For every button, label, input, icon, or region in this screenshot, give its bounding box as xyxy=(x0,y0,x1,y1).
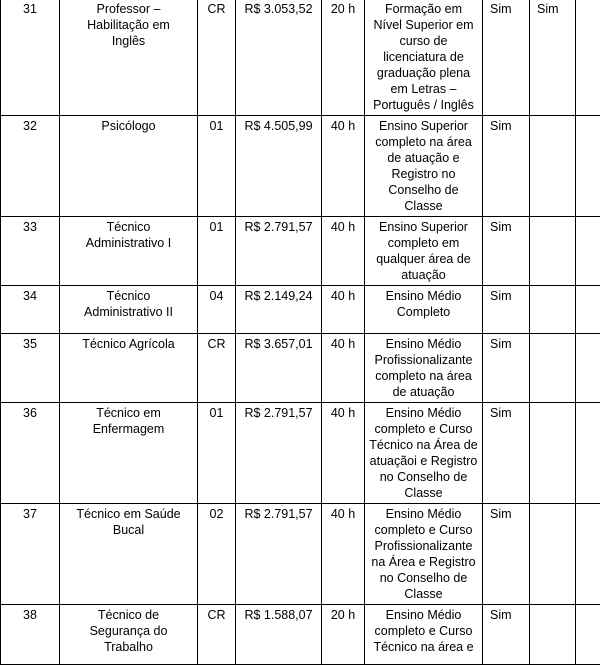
requirements-cell-line: qualquer área de xyxy=(368,251,479,267)
workload-cell: 40 h xyxy=(322,286,365,334)
vacancies-cell: CR xyxy=(198,334,236,403)
requirements-cell-line: Conselho de xyxy=(368,182,479,198)
table-row xyxy=(1,605,600,665)
position-cell-line: Técnico em Saúde xyxy=(63,506,194,522)
salary-cell: R$ 2.791,57 xyxy=(236,504,322,605)
vacancies-cell: 02 xyxy=(198,504,236,605)
salary-cell: R$ 2.791,57 xyxy=(236,403,322,504)
requirements-cell-line: Profissionalizante xyxy=(368,352,479,368)
position-cell xyxy=(60,334,198,403)
requirements-cell-line: Formação em xyxy=(368,1,479,17)
column-9-cell xyxy=(576,403,600,504)
requirements-cell-line: Técnico na Área de xyxy=(368,437,479,453)
salary-cell: R$ 2.149,24 xyxy=(236,286,322,334)
column-9-cell xyxy=(576,605,600,665)
requirements-cell-line: na Área e Registro xyxy=(368,554,479,570)
row-number-cell: 35 xyxy=(1,334,60,403)
column-7-cell: Sim xyxy=(483,286,530,334)
vacancies-cell: 01 xyxy=(198,116,236,217)
position-cell xyxy=(60,217,198,286)
requirements-cell xyxy=(365,0,483,116)
row-number-cell: 34 xyxy=(1,286,60,334)
salary-cell: R$ 3.053,52 xyxy=(236,0,322,116)
requirements-cell-line: Ensino Médio xyxy=(368,336,479,352)
requirements-cell-line: de atuação xyxy=(368,384,479,400)
column-9-cell xyxy=(576,0,600,116)
requirements-cell-line: completo em xyxy=(368,235,479,251)
row-number-cell: 36 xyxy=(1,403,60,504)
table-row xyxy=(1,217,600,286)
position-cell-line: Administrativo II xyxy=(63,304,194,320)
position-cell-line: Técnico em xyxy=(63,405,194,421)
requirements-cell-line: em Letras – xyxy=(368,81,479,97)
requirements-cell xyxy=(365,116,483,217)
column-8-cell xyxy=(530,403,576,504)
column-9-cell xyxy=(576,217,600,286)
salary-cell: R$ 1.588,07 xyxy=(236,605,322,665)
column-7-cell: Sim xyxy=(483,403,530,504)
column-7-cell: Sim xyxy=(483,334,530,403)
requirements-cell-line: graduação plena xyxy=(368,65,479,81)
column-7-cell: Sim xyxy=(483,504,530,605)
position-cell xyxy=(60,286,198,334)
salary-cell: R$ 4.505,99 xyxy=(236,116,322,217)
requirements-cell-line: Ensino Médio xyxy=(368,607,479,623)
requirements-cell-line: Português / Inglês xyxy=(368,97,479,113)
vacancies-cell: 04 xyxy=(198,286,236,334)
table-row xyxy=(1,0,600,116)
position-cell-line: Técnico Agrícola xyxy=(63,336,194,352)
column-8-cell xyxy=(530,286,576,334)
position-cell-line: Bucal xyxy=(63,522,194,538)
position-cell xyxy=(60,605,198,665)
table-row xyxy=(1,116,600,217)
requirements-cell-line: Classe xyxy=(368,586,479,602)
table-row xyxy=(1,286,600,334)
column-7-cell: Sim xyxy=(483,605,530,665)
position-cell xyxy=(60,116,198,217)
requirements-cell-line: atuação xyxy=(368,267,479,283)
requirements-cell-line: atuaçãoi e Registro xyxy=(368,453,479,469)
vacancies-cell: 01 xyxy=(198,403,236,504)
position-cell-line: Professor – xyxy=(63,1,194,17)
column-8-cell xyxy=(530,217,576,286)
requirements-cell xyxy=(365,403,483,504)
vacancies-cell: CR xyxy=(198,0,236,116)
requirements-cell-line: Classe xyxy=(368,198,479,214)
requirements-cell-line: de atuação e xyxy=(368,150,479,166)
position-cell-line: Segurança do xyxy=(63,623,194,639)
workload-cell: 20 h xyxy=(322,0,365,116)
requirements-cell-line: Ensino Médio xyxy=(368,506,479,522)
position-cell-line: Inglês xyxy=(63,33,194,49)
row-number-cell: 38 xyxy=(1,605,60,665)
requirements-cell-line: Ensino Médio xyxy=(368,405,479,421)
position-cell-line: Trabalho xyxy=(63,639,194,655)
position-cell xyxy=(60,403,198,504)
workload-cell: 40 h xyxy=(322,116,365,217)
workload-cell: 40 h xyxy=(322,217,365,286)
requirements-cell-line: Técnico na área e xyxy=(368,639,479,655)
requirements-cell-line: Classe xyxy=(368,485,479,501)
requirements-cell-line: Nível Superior em xyxy=(368,17,479,33)
column-8-cell xyxy=(530,334,576,403)
position-cell xyxy=(60,0,198,116)
requirements-cell-line: licenciatura de xyxy=(368,49,479,65)
table-row xyxy=(1,334,600,403)
column-9-cell xyxy=(576,286,600,334)
requirements-cell xyxy=(365,334,483,403)
requirements-cell-line: Ensino Superior xyxy=(368,219,479,235)
requirements-cell xyxy=(365,605,483,665)
column-8-cell xyxy=(530,504,576,605)
position-cell xyxy=(60,504,198,605)
salary-cell: R$ 2.791,57 xyxy=(236,217,322,286)
column-9-cell xyxy=(576,504,600,605)
requirements-cell-line: no Conselho de xyxy=(368,570,479,586)
column-7-cell: Sim xyxy=(483,116,530,217)
table-row xyxy=(1,403,600,504)
position-cell-line: Psicólogo xyxy=(63,118,194,134)
position-cell-line: Técnico xyxy=(63,219,194,235)
requirements-cell-line: completo e Curso xyxy=(368,522,479,538)
row-number-cell: 32 xyxy=(1,116,60,217)
position-cell-line: Técnico de xyxy=(63,607,194,623)
vacancies-cell: 01 xyxy=(198,217,236,286)
workload-cell: 20 h xyxy=(322,605,365,665)
requirements-cell-line: completo e Curso xyxy=(368,421,479,437)
table-body xyxy=(1,0,600,665)
column-7-cell: Sim xyxy=(483,217,530,286)
row-number-cell: 33 xyxy=(1,217,60,286)
column-7-cell: Sim xyxy=(483,0,530,116)
requirements-cell-line: curso de xyxy=(368,33,479,49)
column-8-cell: Sim xyxy=(530,0,576,116)
position-cell-line: Enfermagem xyxy=(63,421,194,437)
vacancies-cell: CR xyxy=(198,605,236,665)
column-9-cell xyxy=(576,116,600,217)
requirements-cell-line: Ensino Médio xyxy=(368,288,479,304)
position-cell-line: Administrativo I xyxy=(63,235,194,251)
column-8-cell xyxy=(530,605,576,665)
requirements-cell-line: Profissionalizante xyxy=(368,538,479,554)
requirements-cell-line: completo e Curso xyxy=(368,623,479,639)
workload-cell: 40 h xyxy=(322,504,365,605)
row-number-cell: 31 xyxy=(1,0,60,116)
row-number-cell: 37 xyxy=(1,504,60,605)
requirements-cell xyxy=(365,286,483,334)
workload-cell: 40 h xyxy=(322,334,365,403)
requirements-cell xyxy=(365,504,483,605)
requirements-cell-line: no Conselho de xyxy=(368,469,479,485)
requirements-cell xyxy=(365,217,483,286)
requirements-cell-line: completo na área xyxy=(368,134,479,150)
requirements-cell-line: Completo xyxy=(368,304,479,320)
position-cell-line: Habilitação em xyxy=(63,17,194,33)
column-8-cell xyxy=(530,116,576,217)
requirements-cell-line: completo na área xyxy=(368,368,479,384)
requirements-cell-line: Registro no xyxy=(368,166,479,182)
position-cell-line: Técnico xyxy=(63,288,194,304)
column-9-cell xyxy=(576,334,600,403)
requirements-cell-line: Ensino Superior xyxy=(368,118,479,134)
table-row xyxy=(1,504,600,605)
workload-cell: 40 h xyxy=(322,403,365,504)
salary-cell: R$ 3.657,01 xyxy=(236,334,322,403)
